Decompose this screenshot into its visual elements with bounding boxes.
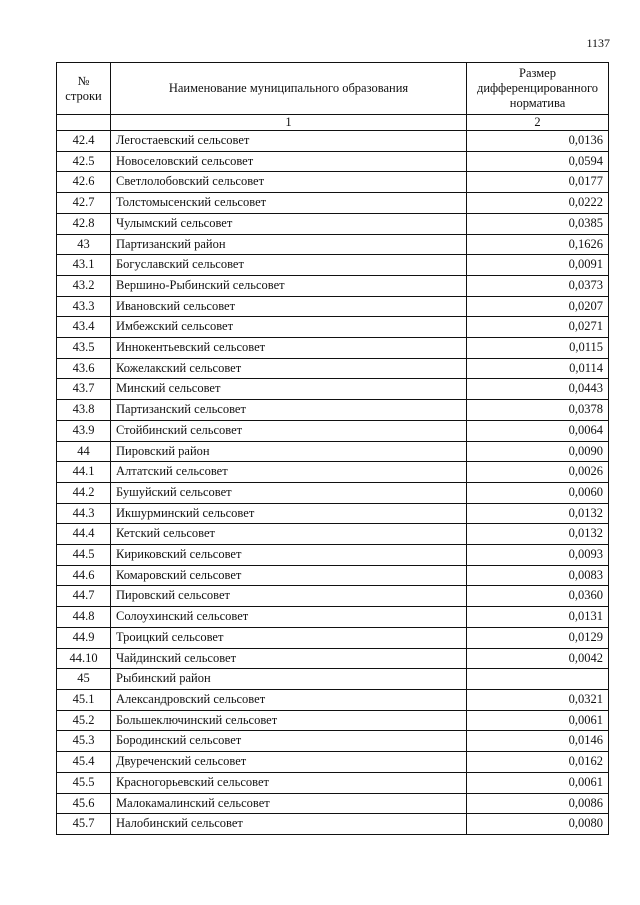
municipality-name: Кожелакский сельсовет: [111, 358, 467, 379]
row-number: 44.2: [57, 482, 111, 503]
municipality-name: Легостаевский сельсовет: [111, 131, 467, 152]
municipality-name: Партизанский сельсовет: [111, 400, 467, 421]
normative-value: 0,0061: [467, 710, 609, 731]
table-row: [57, 151, 609, 172]
municipality-name: Чулымский сельсовет: [111, 213, 467, 234]
municipality-name: Иннокентьевский сельсовет: [111, 338, 467, 359]
table-row: [57, 627, 609, 648]
table-row: [57, 255, 609, 276]
normative-value: 0,0080: [467, 814, 609, 835]
municipality-name: Большеключинский сельсовет: [111, 710, 467, 731]
table-row: [57, 358, 609, 379]
normative-value: [467, 669, 609, 690]
municipality-name: Минский сельсовет: [111, 379, 467, 400]
normative-value: 0,0060: [467, 482, 609, 503]
normative-value: 0,0373: [467, 275, 609, 296]
row-number: 45.3: [57, 731, 111, 752]
table-row: [57, 772, 609, 793]
table-row: [57, 648, 609, 669]
row-number: 43.2: [57, 275, 111, 296]
normative-value: 0,0594: [467, 151, 609, 172]
table-row: [57, 400, 609, 421]
header-municipality-name: Наименование муниципального образования: [111, 63, 467, 115]
municipality-name: Малокамалинский сельсовет: [111, 793, 467, 814]
row-number: 44.3: [57, 503, 111, 524]
table-row: [57, 710, 609, 731]
row-number: 45.1: [57, 689, 111, 710]
municipality-name: Новоселовский сельсовет: [111, 151, 467, 172]
normative-value: 0,0378: [467, 400, 609, 421]
table-row: [57, 441, 609, 462]
normative-value: 0,0222: [467, 193, 609, 214]
municipality-name: Рыбинский район: [111, 669, 467, 690]
municipality-name: Александровский сельсовет: [111, 689, 467, 710]
municipality-name: Имбежский сельсовет: [111, 317, 467, 338]
row-number: 42.6: [57, 172, 111, 193]
table-row: [57, 317, 609, 338]
table-row: [57, 172, 609, 193]
municipality-name: Комаровский сельсовет: [111, 565, 467, 586]
table-row: [57, 131, 609, 152]
table-row: [57, 669, 609, 690]
row-number: 45.4: [57, 752, 111, 773]
municipality-name: Солоухинский сельсовет: [111, 607, 467, 628]
row-number: 43.6: [57, 358, 111, 379]
table-row: [57, 731, 609, 752]
municipality-name: Троицкий сельсовет: [111, 627, 467, 648]
row-number: 44.9: [57, 627, 111, 648]
municipality-name: Кириковский сельсовет: [111, 545, 467, 566]
normative-value: 0,0090: [467, 441, 609, 462]
table-row: [57, 482, 609, 503]
row-number: 42.7: [57, 193, 111, 214]
table-row: [57, 234, 609, 255]
table-row: [57, 338, 609, 359]
table-row: [57, 275, 609, 296]
row-number: 42.5: [57, 151, 111, 172]
row-number: 42.4: [57, 131, 111, 152]
table-row: [57, 814, 609, 835]
municipality-name: Бушуйский сельсовет: [111, 482, 467, 503]
normative-value: 0,0093: [467, 545, 609, 566]
municipality-name: Красногорьевский сельсовет: [111, 772, 467, 793]
table-row: [57, 565, 609, 586]
row-number: 45.2: [57, 710, 111, 731]
table-body: [57, 131, 609, 835]
municipality-name: Толстомысенский сельсовет: [111, 193, 467, 214]
municipality-name: Икшурминский сельсовет: [111, 503, 467, 524]
row-number: 43.9: [57, 420, 111, 441]
row-number: 45.5: [57, 772, 111, 793]
normative-value: 0,0115: [467, 338, 609, 359]
row-number: 45: [57, 669, 111, 690]
normative-value: 0,0042: [467, 648, 609, 669]
table-row: [57, 793, 609, 814]
page-number: 1137: [586, 36, 610, 50]
municipality-name: Вершино-Рыбинский сельсовет: [111, 275, 467, 296]
municipality-name: Кетский сельсовет: [111, 524, 467, 545]
normative-value: 0,0114: [467, 358, 609, 379]
normative-value: 0,0129: [467, 627, 609, 648]
table-row: [57, 420, 609, 441]
table-row: [57, 752, 609, 773]
municipality-name: Богуславский сельсовет: [111, 255, 467, 276]
row-number: 44.5: [57, 545, 111, 566]
normative-value: 0,0136: [467, 131, 609, 152]
municipality-name: Налобинский сельсовет: [111, 814, 467, 835]
municipality-name: Светлолобовский сельсовет: [111, 172, 467, 193]
row-number: 44.4: [57, 524, 111, 545]
row-number: 45.7: [57, 814, 111, 835]
header-row-number: № строки: [57, 63, 111, 115]
normative-value: 0,0443: [467, 379, 609, 400]
row-number: 45.6: [57, 793, 111, 814]
table-row: [57, 379, 609, 400]
normative-value: 0,0162: [467, 752, 609, 773]
municipality-name: Двуреченский сельсовет: [111, 752, 467, 773]
column-number-2: 2: [467, 115, 609, 131]
row-number: 43.3: [57, 296, 111, 317]
table-row: [57, 213, 609, 234]
municipality-name: Ивановский сельсовет: [111, 296, 467, 317]
normative-value: 0,0360: [467, 586, 609, 607]
row-number: 42.8: [57, 213, 111, 234]
row-number: 43.5: [57, 338, 111, 359]
row-number: 44.8: [57, 607, 111, 628]
normative-value: 0,0086: [467, 793, 609, 814]
normative-value: 0,0083: [467, 565, 609, 586]
column-number-empty: [57, 115, 111, 131]
table-row: [57, 524, 609, 545]
municipality-name: Бородинский сельсовет: [111, 731, 467, 752]
municipality-name: Партизанский район: [111, 234, 467, 255]
row-number: 43.4: [57, 317, 111, 338]
normative-value: 0,0321: [467, 689, 609, 710]
table-row: [57, 586, 609, 607]
normative-value: 0,1626: [467, 234, 609, 255]
row-number: 44: [57, 441, 111, 462]
table-row: [57, 296, 609, 317]
normative-value: 0,0131: [467, 607, 609, 628]
municipality-name: Чайдинский сельсовет: [111, 648, 467, 669]
normative-value: 0,0026: [467, 462, 609, 483]
row-number: 44.1: [57, 462, 111, 483]
row-number: 43.8: [57, 400, 111, 421]
table-row: [57, 689, 609, 710]
normative-value: 0,0146: [467, 731, 609, 752]
table-row: [57, 193, 609, 214]
table-row: [57, 503, 609, 524]
column-number-1: 1: [111, 115, 467, 131]
table-row: [57, 462, 609, 483]
header-normative-size: Размер дифференцированного норматива: [467, 63, 609, 115]
row-number: 43.1: [57, 255, 111, 276]
normative-value: 0,0207: [467, 296, 609, 317]
normative-value: 0,0091: [467, 255, 609, 276]
normative-value: 0,0132: [467, 503, 609, 524]
normative-value: 0,0061: [467, 772, 609, 793]
row-number: 44.6: [57, 565, 111, 586]
row-number: 43: [57, 234, 111, 255]
municipality-name: Пировский район: [111, 441, 467, 462]
column-number-row: [57, 115, 609, 131]
normative-value: 0,0271: [467, 317, 609, 338]
normative-value: 0,0177: [467, 172, 609, 193]
normative-value: 0,0064: [467, 420, 609, 441]
row-number: 43.7: [57, 379, 111, 400]
normative-value: 0,0385: [467, 213, 609, 234]
municipality-name: Стойбинский сельсовет: [111, 420, 467, 441]
row-number: 44.7: [57, 586, 111, 607]
table-header-row: [57, 63, 609, 115]
row-number: 44.10: [57, 648, 111, 669]
municipality-name: Алтатский сельсовет: [111, 462, 467, 483]
table-row: [57, 545, 609, 566]
normative-value: 0,0132: [467, 524, 609, 545]
table-row: [57, 607, 609, 628]
municipality-name: Пировский сельсовет: [111, 586, 467, 607]
normative-table: [56, 62, 609, 835]
